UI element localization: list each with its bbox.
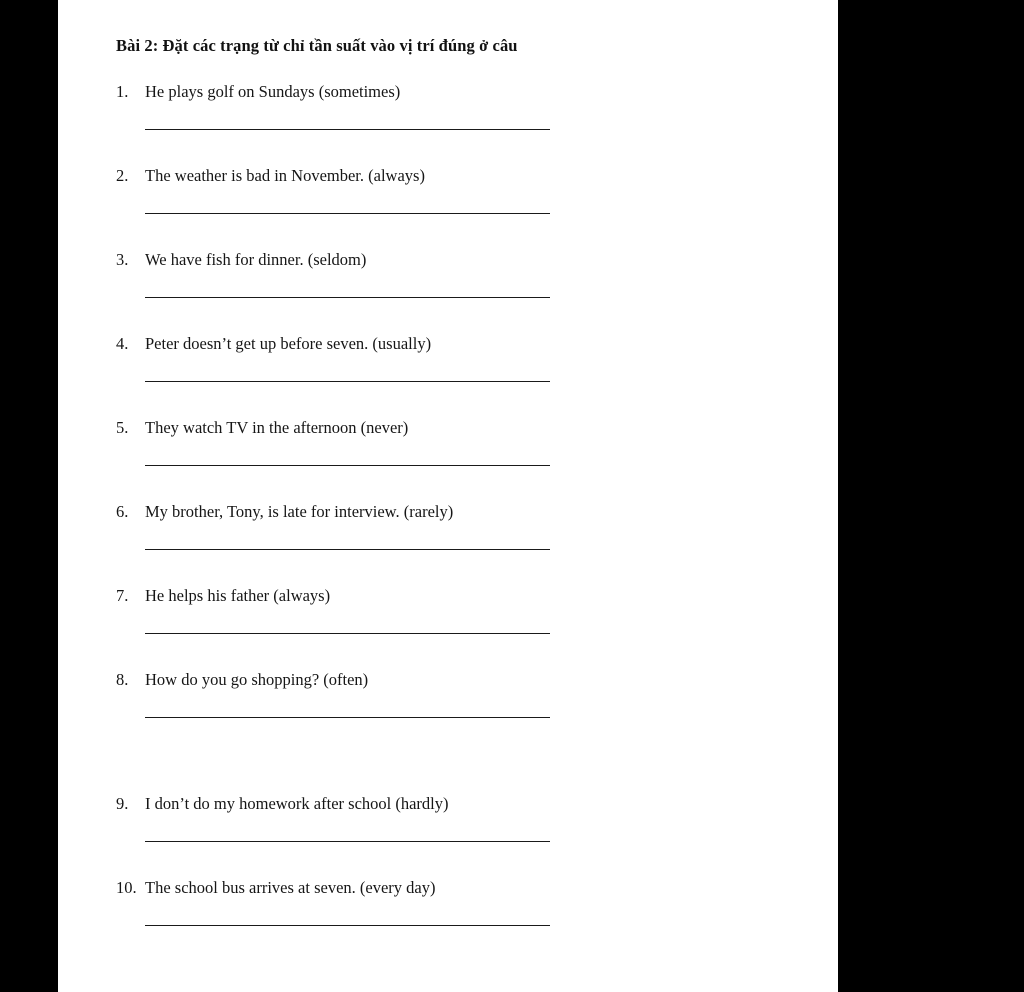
page-title: Bài 2: Đặt các trạng từ chỉ tần suất vào vị trí đúng ở câu — [116, 36, 518, 55]
list-item — [58, 660, 838, 744]
question-number: 9. — [116, 794, 129, 813]
list-item — [58, 240, 838, 324]
question-text: We have fish for dinner. (seldom) — [145, 250, 367, 269]
answer-line[interactable] — [145, 549, 550, 550]
list-item — [58, 156, 838, 240]
question-list — [58, 72, 838, 952]
list-item — [58, 868, 838, 952]
answer-line[interactable] — [145, 841, 550, 842]
question-number: 4. — [116, 334, 129, 353]
question-text: He plays golf on Sundays (sometimes) — [145, 82, 401, 101]
answer-line[interactable] — [145, 717, 550, 718]
list-item — [58, 492, 838, 576]
question-text: He helps his father (always) — [145, 586, 331, 605]
document-page — [58, 0, 838, 992]
question-number: 10. — [116, 878, 137, 897]
question-number: 6. — [116, 502, 129, 521]
list-item — [58, 72, 838, 156]
question-number: 1. — [116, 82, 129, 101]
answer-line[interactable] — [145, 129, 550, 130]
question-number: 8. — [116, 670, 129, 689]
question-number: 7. — [116, 586, 129, 605]
question-number: 5. — [116, 418, 129, 437]
answer-line[interactable] — [145, 925, 550, 926]
list-item — [58, 408, 838, 492]
answer-line[interactable] — [145, 213, 550, 214]
question-text: Peter doesn’t get up before seven. (usually) — [145, 334, 432, 353]
question-text: The school bus arrives at seven. (every day) — [145, 878, 436, 897]
answer-line[interactable] — [145, 465, 550, 466]
answer-line[interactable] — [145, 297, 550, 298]
question-text: The weather is bad in November. (always) — [145, 166, 425, 185]
question-text: I don’t do my homework after school (hardly) — [145, 794, 449, 813]
list-item — [58, 576, 838, 660]
question-text: How do you go shopping? (often) — [145, 670, 369, 689]
answer-line[interactable] — [145, 633, 550, 634]
question-number: 3. — [116, 250, 129, 269]
answer-line[interactable] — [145, 381, 550, 382]
question-text: They watch TV in the afternoon (never) — [145, 418, 409, 437]
list-item — [58, 784, 838, 868]
question-text: My brother, Tony, is late for interview. (rarely) — [145, 502, 454, 521]
list-item — [58, 324, 838, 408]
question-number: 2. — [116, 166, 129, 185]
